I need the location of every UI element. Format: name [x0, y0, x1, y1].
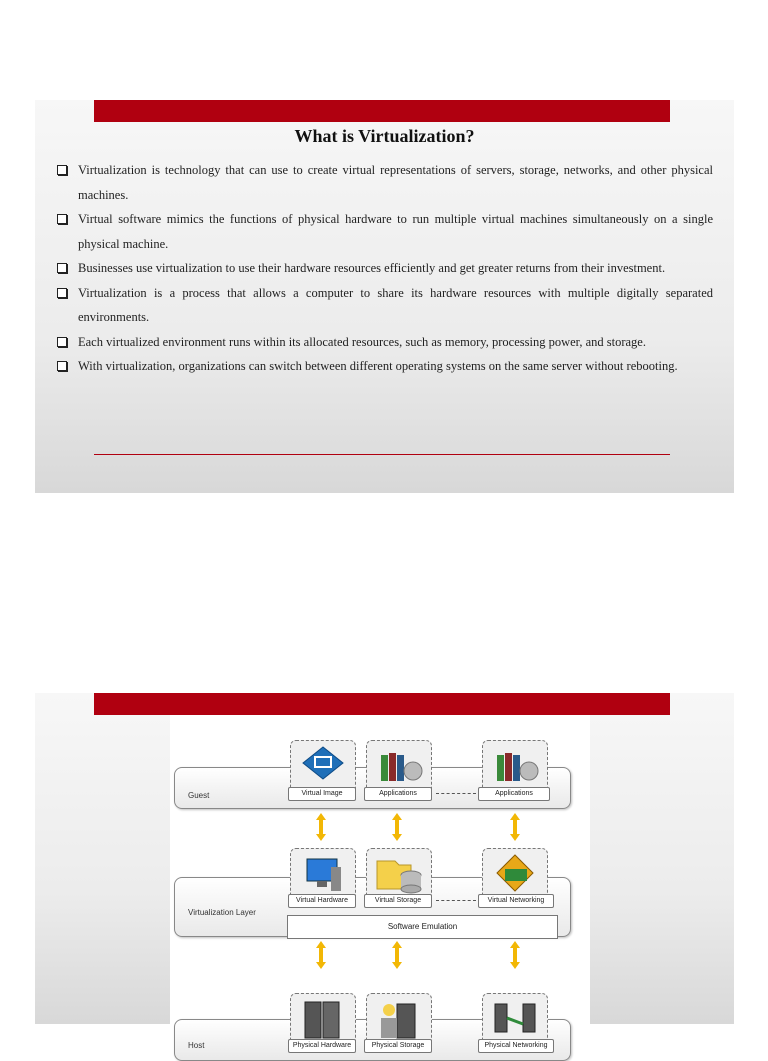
- bullet-item: Virtualization is technology that can use to create virtual representations of servers, storage, networks, and other physical machines.: [55, 158, 713, 207]
- applications-label: Applications: [364, 787, 432, 801]
- bidirectional-arrow-icon: [316, 941, 326, 969]
- applications-icon: [366, 740, 432, 794]
- guest-layer-label: Guest: [188, 791, 210, 800]
- checkbox-bullet-icon: [57, 361, 67, 371]
- checkbox-bullet-icon: [57, 288, 67, 298]
- host-layer-label: Host: [188, 1041, 205, 1050]
- bidirectional-arrow-icon: [510, 941, 520, 969]
- slide-what-is-virtualization: [35, 100, 734, 493]
- virtualization-architecture-diagram: [170, 715, 590, 1050]
- virtual-image-icon: [290, 740, 356, 794]
- applications-label: Applications: [478, 787, 550, 801]
- virtualization-layer-label: Virtualization Layer: [188, 908, 256, 917]
- applications-icon: [482, 740, 548, 794]
- virtual-hardware-label: Virtual Hardware: [288, 894, 356, 908]
- slide-header-bar: [94, 693, 670, 715]
- slide-title: What is Virtualization?: [294, 126, 475, 146]
- slide-header-bar: [94, 100, 670, 122]
- bullet-list: [55, 158, 713, 379]
- bullet-item: Virtual software mimics the functions of physical hardware to run multiple virtual machines simultaneously on a single physical machine.: [55, 207, 713, 256]
- slide-virtualization-diagram: [35, 693, 734, 1050]
- checkbox-bullet-icon: [57, 214, 67, 224]
- physical-hardware-label: Physical Hardware: [288, 1039, 356, 1053]
- physical-networking-label: Physical Networking: [478, 1039, 554, 1053]
- slide-footer-rule: [94, 454, 670, 455]
- checkbox-bullet-icon: [57, 263, 67, 273]
- virtual-image-label: Virtual Image: [288, 787, 356, 801]
- checkbox-bullet-icon: [57, 337, 67, 347]
- bidirectional-arrow-icon: [510, 813, 520, 841]
- virtual-storage-label: Virtual Storage: [364, 894, 432, 908]
- bullet-item: Each virtualized environment runs within its allocated resources, such as memory, processing power, and storage.: [55, 330, 713, 355]
- bidirectional-arrow-icon: [392, 941, 402, 969]
- ellipsis-connector: [436, 793, 476, 794]
- physical-storage-label: Physical Storage: [364, 1039, 432, 1053]
- ellipsis-connector: [436, 900, 476, 901]
- virtual-networking-label: Virtual Networking: [478, 894, 554, 908]
- bullet-item: Businesses use virtualization to use their hardware resources efficiently and get greater returns from their investment.: [55, 256, 713, 281]
- bullet-item: With virtualization, organizations can switch between different operating systems on the same server without rebooting.: [55, 354, 713, 379]
- software-emulation-bar: Software Emulation: [287, 915, 558, 939]
- bidirectional-arrow-icon: [316, 813, 326, 841]
- checkbox-bullet-icon: [57, 165, 67, 175]
- bullet-item: Virtualization is a process that allows a computer to share its hardware resources with multiple digitally separated environments.: [55, 281, 713, 330]
- bidirectional-arrow-icon: [392, 813, 402, 841]
